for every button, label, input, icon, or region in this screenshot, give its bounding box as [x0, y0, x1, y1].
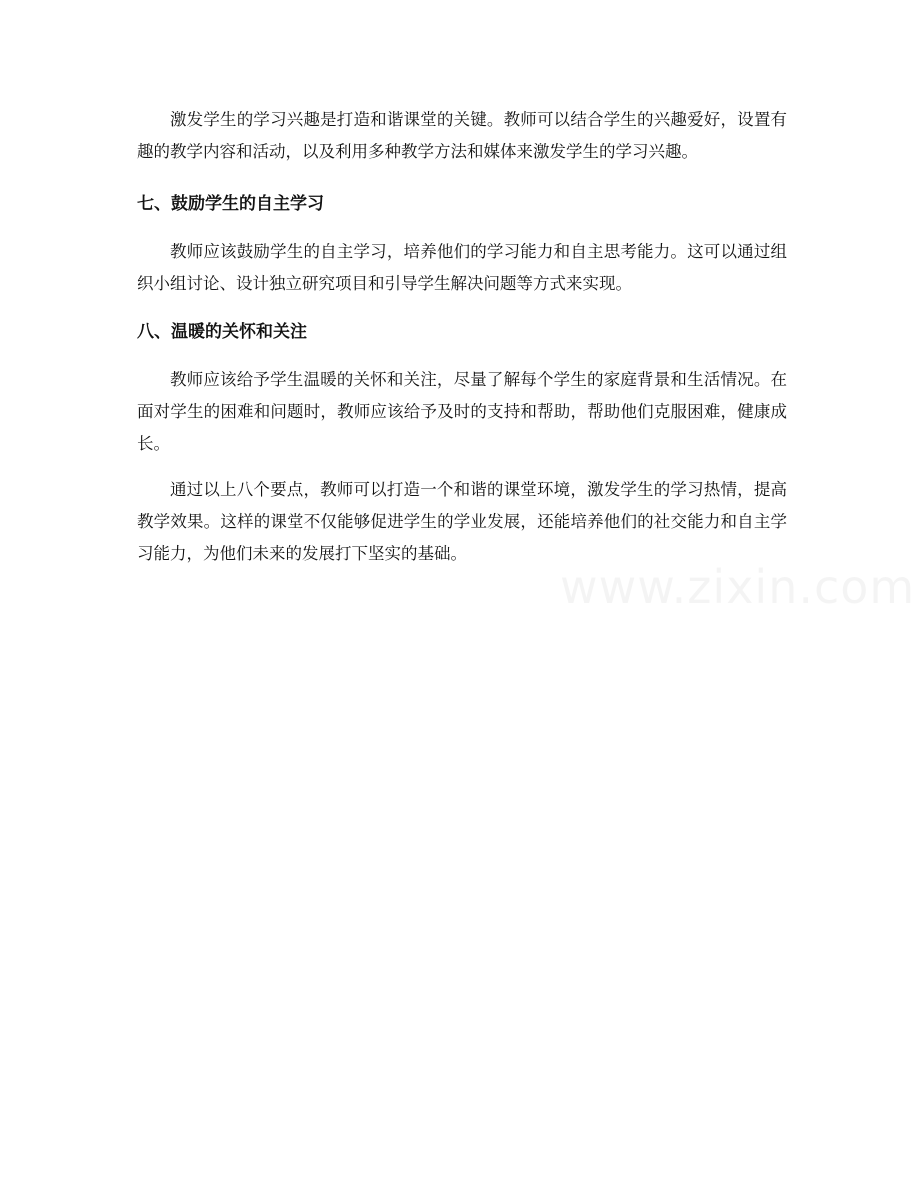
- section-heading-8: 八、温暖的关怀和关注: [137, 322, 307, 342]
- paragraph-autonomous-learning: 教师应该鼓励学生的自主学习，培养他们的学习能力和自主思考能力。这可以通过组织小组讨论、设计独立研究项目和引导学生解决问题等方式来实现。: [137, 242, 787, 293]
- paragraph-interest: 激发学生的学习兴趣是打造和谐课堂的关键。教师可以结合学生的兴趣爱好，设置有趣的教学内容和活动，以及利用多种教学方法和媒体来激发学生的学习兴趣。: [137, 110, 787, 161]
- document-body: [137, 104, 787, 570]
- section-heading-7: 七、鼓励学生的自主学习: [137, 194, 324, 214]
- paragraph-conclusion: 通过以上八个要点，教师可以打造一个和谐的课堂环境，激发学生的学习热情，提高教学效果。这样的课堂不仅能够促进学生的学业发展，还能培养他们的社交能力和自主学习能力，为他们未来的发展打下坚实的基础。: [137, 480, 787, 563]
- paragraph-care: 教师应该给予学生温暖的关怀和关注，尽量了解每个学生的家庭背景和生活情况。在面对学生的困难和问题时，教师应该给予及时的支持和帮助，帮助他们克服困难，健康成长。: [137, 370, 787, 453]
